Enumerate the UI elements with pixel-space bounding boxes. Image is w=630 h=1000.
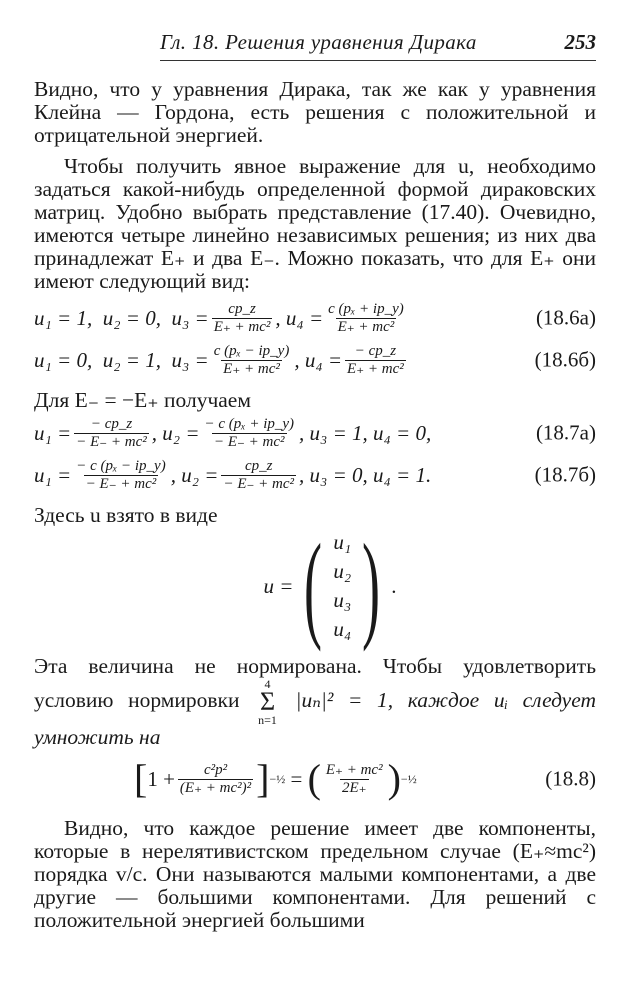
- equation-18-7b: u₁ = $\frac{\text{− c (pₓ − ip\_y)}}{\text{− E₋ + mc²}}$ , u₂ = $\frac{cp\_z}{\text{− E₋ + mc²}}$ , u₃ = 0, u₄ = 1. (18.7б): [34, 457, 596, 492]
- fraction: $\frac{cp\_z}{\text{E₊ + mc²}}$: [213, 300, 271, 335]
- equation-18-6a: u₁ = 1, u₂ = 0, u₃ = $\frac{cp\_z}{\text{E₊ + mc²}}$ , u₄ = $\frac{\text{c (pₓ + ip\_y)}}{\text{E₊ + mc²}}$ (18.6а): [34, 300, 596, 335]
- header-rule: [160, 60, 596, 61]
- fraction: $\frac{- cp\_z}{\text{E₊ + mc²}}$: [347, 342, 404, 377]
- fraction: $\frac{\text{c²p²}}{\text{(E₊ + mc²)²}}$: [179, 761, 252, 796]
- paragraph-1: Видно, что у уравнения Дирака, так же как у уравнения Клейна — Гордона, есть решения с положительной и отрицательной энергией.: [34, 77, 596, 147]
- paragraph-6: Видно, что каждое решение имеет две компоненты, которые в нерелятивистском предельном случае (E₊≈mc²) порядка v/c. Они называются малыми компонентами, а две другие — большими компонентами. Для решений с положительной энергией большими: [34, 816, 596, 932]
- equation-18-8: [ 1 + $\frac{\text{c²p²}}{\text{(E₊ + mc²)²}}$ ] −½ = ( $\frac{\text{E₊ + mc²}}{2E_+}$ ) −½ (18.8): [134, 756, 596, 801]
- vector-components: u₁ u₂ u₃ u₄: [333, 530, 352, 641]
- equation-label: (18.6б): [534, 347, 596, 372]
- equation-label: (18.6а): [535, 305, 596, 330]
- fraction: $\frac{\text{c (pₓ + ip\_y)}}{\text{E₊ + mc²}}$: [328, 300, 404, 335]
- right-paren: ): [362, 519, 381, 652]
- paragraph-3: Для E₋ = −E₊ получаем: [34, 388, 251, 412]
- paragraph-5: Эта величина не нормирована. Чтобы удовлетворить условию нормировки 4 Σ n=1 |uₙ|² = 1, каждое uᵢ следует умножить на: [34, 654, 596, 749]
- sum-symbol: 4 Σ n=1: [258, 677, 277, 727]
- fraction: $\frac{cp\_z}{\text{− E₋ + mc²}}$: [223, 457, 295, 492]
- paragraph-2: Чтобы получить явное выражение для u, необходимо задаться какой-нибудь определенной формой дираковских матриц. Удобно выбрать представление (17.40). Очевидно, имеются четыре линейно независимых решения; из них два принадлежат E₊ и два E₋. Можно показать, что для E₊ они имеют следующий вид:: [34, 154, 596, 293]
- page-content: [34, 78, 596, 932]
- equation-18-7a: u₁ = $\frac{- cp\_z}{\text{− E₋ + mc²}}$ , u₂ = $\frac{\text{− c (pₓ + ip\_y)}}{\text{− E₋ + mc²}}$ , u₃ = 1, u₄ = 0, (18.7а): [34, 415, 596, 450]
- fraction: $\frac{\text{− c (pₓ + ip\_y)}}{\text{− E₋ + mc²}}$: [204, 415, 295, 450]
- page-number: 253: [564, 30, 596, 54]
- chapter-title: Гл. 18. Решения уравнения Дирака: [160, 30, 477, 54]
- equation-label: (18.8): [545, 766, 596, 791]
- equation-18-6b: u₁ = 0, u₂ = 1, u₃ = $\frac{\text{c (pₓ − ip\_y)}}{\text{E₊ + mc²}}$ , u₄ = $\frac{- cp\_z}{\text{E₊ + mc²}}$ (18.6б): [34, 342, 596, 377]
- equation-label: (18.7а): [535, 420, 596, 445]
- paragraph-4: Здесь u взято в виде: [34, 503, 218, 527]
- fraction: $\frac{\text{E₊ + mc²}}{2E_+}$: [325, 761, 383, 796]
- fraction: $\frac{- cp\_z}{\text{− E₋ + mc²}}$: [76, 415, 147, 450]
- equation-label: (18.7б): [534, 462, 596, 487]
- fraction: $\frac{\text{− c (pₓ − ip\_y)}}{\text{− E₋ + mc²}}$: [76, 457, 166, 492]
- running-header: [160, 30, 596, 60]
- fraction: $\frac{\text{c (pₓ − ip\_y)}}{\text{E₊ + mc²}}$: [213, 342, 290, 377]
- left-paren: (: [304, 519, 323, 652]
- spinor-vector: u = ( u₁ u₂ u₃ u₄ ) .: [263, 519, 397, 652]
